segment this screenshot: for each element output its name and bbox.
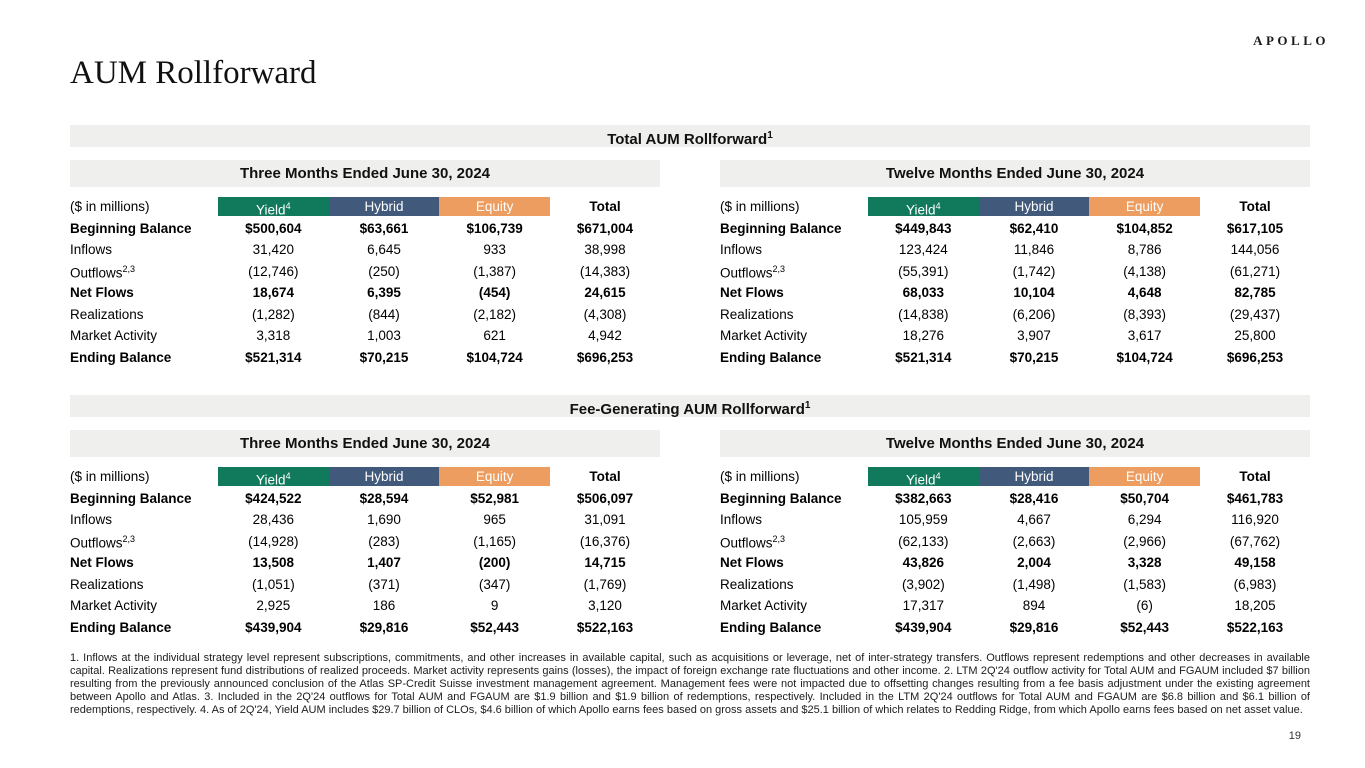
row-label [70,595,218,617]
cell-value: $70,215 [359,349,409,365]
segment-footnote-ref: 4 [935,201,941,212]
segment-pill [868,197,979,216]
cell-value: $52,981 [470,490,520,506]
cell-value: 965 [483,512,506,527]
cell-value: (454) [478,285,511,300]
page-number: 19 [1288,730,1301,742]
cell-value: (6,206) [1012,306,1056,322]
cell-value: $52,443 [1120,619,1170,635]
cell-value: (2,663) [1012,533,1056,549]
table-row [720,347,1310,369]
table-row [70,261,660,283]
table-row [70,218,660,240]
table-header-row [720,196,1310,218]
table-row [720,304,1310,326]
cell-value: $671,004 [576,220,634,236]
row-label-text: Market Activity [70,328,158,343]
segment-footnote-ref: 4 [285,201,291,212]
cell-value: (3,902) [901,576,945,592]
money-unit-label: ($ in millions) [720,469,800,484]
row-label-text: Net Flows [720,555,784,570]
row-label [720,218,868,240]
segment-pill [439,197,550,216]
row-footnote-ref: 2,3 [772,533,786,544]
cell-value: $29,816 [359,619,409,635]
segment-label: Hybrid [1014,469,1054,485]
cell-value: 14,715 [584,555,626,570]
row-label [720,282,868,304]
rollforward-table [720,196,1310,368]
table-header-row [720,466,1310,488]
cell-value: $52,443 [470,619,520,635]
table-total-aum-three-months [70,160,660,368]
cell-value: (4,308) [583,306,627,322]
cell-value: $521,314 [245,349,302,365]
cell-value: 621 [483,328,506,343]
row-label [720,552,868,574]
cell-value: 1,690 [367,512,401,527]
row-label-text: Realizations [70,306,144,322]
cell-value: 116,920 [1231,512,1279,527]
cell-value: (55,391) [898,263,949,279]
row-footnote-ref: 2,3 [122,533,136,544]
row-label-text: Ending Balance [720,349,822,365]
table-row [70,488,660,510]
cell-value: 9 [490,598,499,613]
cell-value: 3,318 [256,328,291,343]
row-footnote-ref: 2,3 [772,263,786,274]
rollforward-table [70,196,660,368]
cell-value: 18,205 [1234,598,1276,613]
cell-value: (1,282) [251,306,295,322]
money-unit-label: ($ in millions) [70,199,150,214]
table-row [70,617,660,639]
cell-value: $500,604 [245,220,302,236]
cell-value: (29,437) [1229,306,1281,322]
cell-value: (8,393) [1123,306,1167,322]
segment-pill [868,467,979,486]
table-row [720,617,1310,639]
cell-value: 38,998 [584,242,626,257]
cell-value: 3,617 [1127,328,1162,343]
row-footnote-ref: 2,3 [122,263,136,274]
segment-label: Yield [906,202,936,218]
row-label [70,218,218,240]
table-row [720,574,1310,596]
segment-header-hybrid [979,467,1090,486]
rollforward-table [720,466,1310,638]
segment-label: Yield [256,202,286,218]
cell-value: $70,215 [1009,349,1059,365]
cell-value: $104,724 [466,349,523,365]
period-header: Three Months Ended June 30, 2024 [70,430,660,457]
row-label [70,304,218,326]
segment-header-equity [439,467,550,486]
table-row [720,552,1310,574]
row-label-text: Net Flows [70,555,134,570]
cell-value: 6,395 [367,285,401,300]
row-label [70,552,218,574]
row-label [720,259,868,284]
cell-value: (1,498) [1012,576,1056,592]
cell-value: (6) [1136,598,1153,613]
page-title: AUM Rollforward [70,55,317,91]
segment-pill [218,467,329,486]
cell-value: (347) [478,576,511,592]
cell-value: (2,182) [473,306,517,322]
cell-value: 4,942 [588,328,622,343]
cell-value: $104,724 [1116,349,1173,365]
cell-value: 25,800 [1234,328,1276,343]
table-row [70,304,660,326]
money-unit-label: ($ in millions) [70,469,150,484]
row-label [70,239,218,261]
cell-value: (4,138) [1123,263,1167,279]
cell-value: 894 [1022,598,1046,613]
row-label [70,325,218,347]
row-label [70,574,218,596]
cell-value: (61,271) [1229,263,1281,279]
cell-value: 17,317 [902,598,944,613]
cell-value: $506,097 [576,490,634,506]
row-label-text: Beginning Balance [70,220,192,236]
row-label [70,509,218,531]
segment-label: Equity [475,469,514,485]
total-column-header: Total [589,469,621,484]
cell-value: 933 [483,242,506,257]
cell-value: 3,907 [1017,328,1051,343]
cell-value: 144,056 [1230,242,1280,257]
cell-value: (1,769) [583,576,627,592]
segment-label: Yield [906,472,936,488]
segment-pill [329,197,440,216]
row-label [720,617,868,639]
segment-label: Hybrid [364,469,404,485]
row-label [720,509,868,531]
cell-value: 11,846 [1013,242,1055,257]
table-row [720,509,1310,531]
table-row [720,595,1310,617]
table-row [720,218,1310,240]
cell-value: $449,843 [895,220,952,236]
cell-value: (250) [368,263,400,279]
cell-value: (14,838) [898,306,949,322]
section-title-band [70,395,1310,417]
section-total-aum [70,125,1310,368]
section-title: Total AUM Rollforward [607,131,768,148]
cell-value: $28,594 [359,490,409,506]
cell-value: $522,163 [1226,619,1284,635]
segment-footnote-ref: 4 [285,471,291,482]
segment-header-yield [218,467,329,486]
row-label [720,239,868,261]
cell-value: (1,742) [1012,263,1056,279]
company-logo: APOLLO [1253,33,1329,48]
row-label [720,304,868,326]
table-row [70,239,660,261]
section-title-band [70,125,1310,147]
segment-label: Equity [475,199,514,215]
cell-value: 82,785 [1234,285,1276,300]
row-label-text: Realizations [70,576,144,592]
cell-value: $617,105 [1226,220,1284,236]
row-label [70,259,218,284]
cell-value: $28,416 [1009,490,1059,506]
row-label-text: Inflows [70,242,113,257]
row-label-text: Ending Balance [70,619,172,635]
row-label-text: Beginning Balance [720,220,842,236]
segment-header-yield [868,197,979,216]
row-label [720,574,868,596]
row-label [70,282,218,304]
row-label-text: Inflows [720,242,763,257]
cell-value: 31,091 [584,512,626,527]
table-row [70,595,660,617]
cell-value: 43,826 [902,555,944,570]
table-row [70,282,660,304]
table-row [70,574,660,596]
cell-value: 2,925 [256,598,291,613]
cell-value: (200) [478,555,511,570]
segment-header-yield [218,197,329,216]
segment-label: Yield [256,472,286,488]
cell-value: (283) [368,533,400,549]
row-label-text: Beginning Balance [720,490,842,506]
cell-value: (12,746) [248,263,299,279]
segment-footnote-ref: 4 [935,471,941,482]
section-title-footnote-ref: 1 [767,130,773,141]
table-row [70,552,660,574]
cell-value: 1,407 [367,555,401,570]
table-row [70,509,660,531]
table-row [70,347,660,369]
cell-value: $439,904 [245,619,302,635]
row-label-text: Inflows [720,512,763,527]
segment-pill [329,467,440,486]
cell-value: 28,436 [252,512,294,527]
table-row [720,531,1310,553]
cell-value: 123,424 [898,242,948,257]
table-header-row [70,466,660,488]
cell-value: $521,314 [895,349,952,365]
cell-value: (6,983) [1233,576,1277,592]
cell-value: $424,522 [245,490,302,506]
row-label-text: Market Activity [70,598,158,613]
cell-value: 186 [372,598,396,613]
row-label [70,617,218,639]
row-label [720,595,868,617]
cell-value: 18,674 [252,285,294,300]
cell-value: (2,966) [1123,533,1167,549]
row-label [70,347,218,369]
period-header: Twelve Months Ended June 30, 2024 [720,430,1310,457]
cell-value: (14,928) [248,533,299,549]
table-row [720,282,1310,304]
cell-value: $522,163 [576,619,634,635]
cell-value: (1,387) [473,263,517,279]
row-label-text: Outflows [70,265,123,281]
period-header: Three Months Ended June 30, 2024 [70,160,660,187]
cell-value: (1,051) [251,576,295,592]
segment-header-equity [439,197,550,216]
row-label [720,347,868,369]
table-total-aum-twelve-months [720,160,1310,368]
cell-value: 2,004 [1017,555,1051,570]
cell-value: $382,663 [895,490,952,506]
cell-value: $104,852 [1116,220,1173,236]
segment-label: Hybrid [1014,199,1054,215]
table-row [720,488,1310,510]
cell-value: 6,645 [367,242,401,257]
section-fee-generating-aum [70,395,1310,638]
row-label-text: Ending Balance [720,619,822,635]
cell-value: $106,739 [466,220,523,236]
row-label-text: Outflows [720,265,773,281]
cell-value: (1,583) [1123,576,1167,592]
segment-header-hybrid [329,467,440,486]
tables-row [70,430,1310,638]
footnotes: 1. Inflows at the individual strategy level represent subscriptions, commitments, and other increases in available capital, such as acquisitions or leverage, net of inter-strategy transfers. Outflows represent redemptions and other decreases in available capital. Realizations represent fund distributions of realized proceeds. Market activity represents gains (losses), the impact of foreign exchange rate fluctuations and other income. 2. LTM 2Q'24 outflow activity for Total AUM and FGAUM included $7 billion resulting from the previously announced conclusion of the Atlas SP-Credit Suisse investment management agreement. Management fees were not impacted due to offsetting changes resulting from a fee basis adjustment under the existing agreement between Apollo and Atlas. 3. Included in the 2Q'24 outflows for Total AUM and FGAUM are $1.9 billion and $1.9 billion of redemptions, respectively. Included in the LTM 2Q'24 outflows for Total AUM and FGAUM are $6.8 billion and $6.1 billion of redemptions, respectively. 4. As of 2Q'24, Yield AUM includes $29.7 billion of CLOs, $4.6 billion of which Apollo earns fees based on gross assets and $25.1 billion of which relates to Redding Ridge, from which Apollo earns fees based on net asset value. [70,652,1310,717]
total-column-header: Total [1239,199,1271,214]
cell-value: 1,003 [367,328,401,343]
segment-pill [1089,197,1200,216]
row-label-text: Outflows [70,535,123,551]
period-header: Twelve Months Ended June 30, 2024 [720,160,1310,187]
money-unit-label: ($ in millions) [720,199,800,214]
cell-value: 3,120 [588,598,622,613]
section-title: Fee-Generating AUM Rollforward [569,401,805,418]
segment-label: Equity [1125,199,1164,215]
cell-value: 68,033 [902,285,944,300]
segment-label: Equity [1125,469,1164,485]
table-row [720,325,1310,347]
cell-value: 4,648 [1127,285,1162,300]
table-fgaum-three-months [70,430,660,638]
tables-row [70,160,1310,368]
table-fgaum-twelve-months [720,430,1310,638]
cell-value: $29,816 [1009,619,1059,635]
segment-pill [439,467,550,486]
cell-value: $461,783 [1226,490,1284,506]
total-column-header: Total [1239,469,1271,484]
segment-pill [979,197,1090,216]
row-label-text: Ending Balance [70,349,172,365]
row-label [70,488,218,510]
segment-header-equity [1089,197,1200,216]
row-label-text: Realizations [720,306,794,322]
row-label-text: Net Flows [720,285,784,300]
table-row [70,325,660,347]
cell-value: 49,158 [1234,555,1276,570]
cell-value: $62,410 [1009,220,1059,236]
total-column-header: Total [589,199,621,214]
segment-header-yield [868,467,979,486]
cell-value: 10,104 [1013,285,1055,300]
cell-value: (67,762) [1229,533,1281,549]
cell-value: (371) [368,576,400,592]
row-label-text: Inflows [70,512,113,527]
row-label-text: Net Flows [70,285,134,300]
segment-header-hybrid [979,197,1090,216]
cell-value: $696,253 [576,349,634,365]
cell-value: $696,253 [1226,349,1284,365]
segment-pill [218,197,329,216]
segment-header-hybrid [329,197,440,216]
segment-pill [979,467,1090,486]
cell-value: (1,165) [473,533,517,549]
cell-value: (14,383) [579,263,631,279]
row-label-text: Beginning Balance [70,490,192,506]
table-row [720,261,1310,283]
row-label-text: Market Activity [720,328,808,343]
row-label-text: Realizations [720,576,794,592]
table-row [720,239,1310,261]
cell-value: $50,704 [1120,490,1170,506]
cell-value: (62,133) [898,533,949,549]
section-title-footnote-ref: 1 [804,400,811,411]
row-label [720,488,868,510]
cell-value: 31,420 [252,242,294,257]
table-header-row [70,196,660,218]
cell-value: 105,959 [898,512,948,527]
row-label [70,529,218,554]
row-label-text: Outflows [720,535,773,551]
cell-value: 24,615 [584,285,626,300]
cell-value: $63,661 [359,220,409,236]
cell-value: 13,508 [252,555,294,570]
row-label-text: Market Activity [720,598,808,613]
cell-value: 8,786 [1127,242,1162,257]
rollforward-table [70,466,660,638]
row-label [720,529,868,554]
cell-value: 3,328 [1127,555,1162,570]
segment-header-equity [1089,467,1200,486]
table-row [70,531,660,553]
segment-label: Hybrid [364,199,404,215]
row-label [720,325,868,347]
cell-value: (16,376) [579,533,631,549]
cell-value: 18,276 [902,328,944,343]
cell-value: $439,904 [895,619,952,635]
segment-pill [1089,467,1200,486]
cell-value: 4,667 [1017,512,1051,527]
cell-value: 6,294 [1127,512,1162,527]
cell-value: (844) [368,306,400,322]
